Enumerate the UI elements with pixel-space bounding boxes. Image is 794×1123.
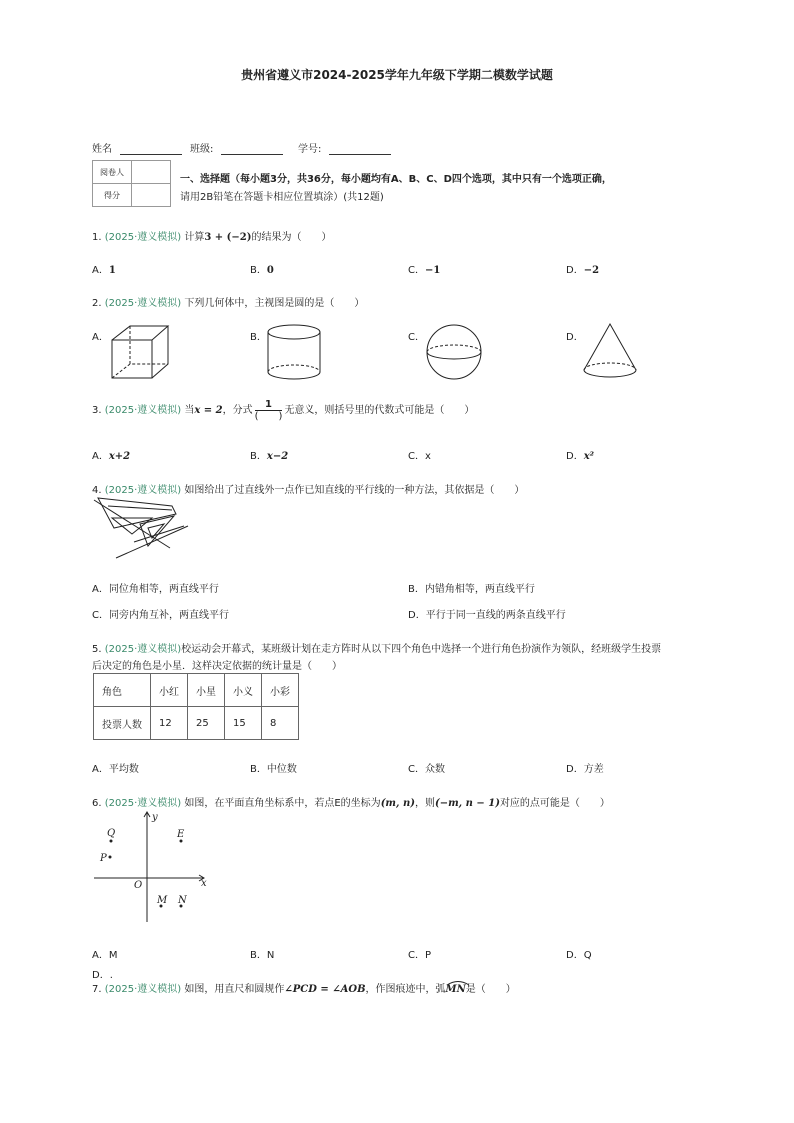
question-7 [92, 980, 516, 995]
q7-math: ∠PCD = ∠AOB [284, 984, 366, 995]
table-row-label: 投票人数 [94, 707, 151, 740]
q1-num: 1. [92, 232, 102, 243]
q7-arc [446, 984, 466, 995]
q1-option-a[interactable]: A．1 [92, 265, 116, 276]
q4-option-c[interactable]: C．同旁内角互补，两直线平行 [92, 610, 229, 621]
table-header: 小星 [188, 674, 225, 707]
q6-option-c[interactable]: C．P [408, 950, 432, 961]
q6-option-a[interactable]: A．M [92, 950, 118, 961]
table-header: 小义 [225, 674, 262, 707]
q3-option-a[interactable]: A．x+2 [92, 451, 131, 462]
q5-text-line1: 校运动会开幕式，某班级计划在走方阵时从以下四个角色中选择一个进行角色扮演作为领队，经班级学生投票 [181, 644, 662, 655]
q1-text-pre: 计算 [184, 232, 205, 243]
class-field [190, 140, 283, 155]
question-2 [92, 294, 364, 309]
q6-math1: (m, n) [380, 798, 415, 809]
q6-text-mid: ，则 [414, 798, 435, 809]
q3-text-mid: ，分式 [222, 405, 253, 416]
e-label: E [177, 829, 185, 840]
table-cell: 8 [262, 707, 299, 740]
q5-option-b[interactable]: B．中位数 [250, 764, 297, 775]
q3-math: x = 2 [194, 405, 223, 416]
question-6 [92, 794, 610, 809]
q2-source: (2025·遵义模拟) [104, 298, 182, 309]
q3-option-d[interactable]: D．x² [566, 451, 595, 462]
table-row [94, 707, 299, 740]
q5-option-c[interactable]: C．众数 [408, 764, 445, 775]
cylinder-figure [267, 324, 323, 382]
q7-text-pre: 如图，用直尺和圆规作 [184, 984, 285, 995]
q2-option-d[interactable]: D． [566, 332, 584, 343]
question-1 [92, 228, 331, 243]
cone-figure [582, 322, 638, 382]
q4-num: 4. [92, 485, 102, 496]
table-row [94, 674, 299, 707]
score-label: 得分 [93, 184, 132, 207]
q1-math: 3 + (−2) [204, 232, 252, 243]
q1-option-b[interactable]: B．0 [250, 265, 274, 276]
table-header: 小彩 [262, 674, 299, 707]
q3-option-c[interactable]: C．x [408, 451, 431, 462]
table-cell: 25 [188, 707, 225, 740]
class-label: 班级: [190, 144, 214, 155]
q3-fraction [255, 399, 283, 422]
q6-option-b[interactable]: B．N [250, 950, 275, 961]
q7-source: (2025·遵义模拟) [104, 984, 182, 995]
q1-option-d[interactable]: D．−2 [566, 265, 600, 276]
q3-frac-num: 1 [255, 399, 283, 411]
name-label: 姓名 [92, 144, 112, 155]
y-label: y [152, 812, 158, 823]
q3-source: (2025·遵义模拟) [104, 405, 182, 416]
vote-table [93, 673, 299, 740]
q1-option-c[interactable]: C．−1 [408, 265, 441, 276]
page-title: 贵州省遵义市2024-2025学年九年级下学期二模数学试题 [241, 68, 553, 82]
q7-text-mid: ，作图痕迹中，弧 [365, 984, 446, 995]
class-blank[interactable] [221, 144, 283, 155]
m-label: M [157, 895, 168, 906]
score-cell [132, 184, 171, 207]
q3-text-post: 无意义，则括号里的代数式可能是（ ） [284, 405, 475, 416]
q2-option-a[interactable]: A． [92, 332, 109, 343]
table-cell: 15 [225, 707, 262, 740]
arc-icon [446, 980, 470, 986]
q4-source: (2025·遵义模拟) [104, 485, 182, 496]
q-label: Q [107, 828, 116, 839]
coordinate-plane-figure [92, 810, 212, 926]
q5-num: 5. [92, 644, 102, 655]
grader-label: 阅卷人 [93, 161, 132, 184]
n-label: N [178, 895, 187, 906]
q2-option-c[interactable]: C． [408, 332, 425, 343]
q6-extra: D．. [92, 970, 113, 981]
point-p [109, 856, 112, 859]
question-4 [92, 481, 524, 496]
name-blank[interactable] [120, 144, 182, 155]
q5-text-line2: 后决定的角色是小星．这样决定依据的统计量是（ ） [92, 661, 342, 672]
table-header: 小红 [151, 674, 188, 707]
q4-option-a[interactable]: A．同位角相等，两直线平行 [92, 584, 219, 595]
q7-text-post: 是（ ） [465, 984, 516, 995]
question-3 [92, 398, 474, 424]
grader-cell [132, 161, 171, 184]
q2-option-b[interactable]: B． [250, 332, 267, 343]
id-field [298, 140, 391, 155]
q6-num: 6. [92, 798, 102, 809]
q4-option-d[interactable]: D．平行于同一直线的两条直线平行 [408, 610, 566, 621]
table-cell: 12 [151, 707, 188, 740]
q6-source: (2025·遵义模拟) [104, 798, 182, 809]
q3-option-b[interactable]: B．x−2 [250, 451, 289, 462]
sphere-figure [425, 323, 483, 381]
section-line2: 请用2B铅笔在答题卡相应位置填涂）(共12题) [180, 192, 384, 203]
q1-text-post: 的结果为（ ） [251, 232, 332, 243]
point-q [110, 840, 113, 843]
x-label: x [201, 878, 207, 889]
q6-text-post: 对应的点可能是（ ） [499, 798, 610, 809]
table-header: 角色 [94, 674, 151, 707]
set-square-figure [92, 496, 192, 562]
q2-text: 下列几何体中，主视图是圆的是（ ） [184, 298, 365, 309]
q6-option-d[interactable]: D．Q [566, 950, 592, 961]
q3-num: 3. [92, 405, 102, 416]
q6-math2: (−m, n − 1) [434, 798, 500, 809]
q7-num: 7. [92, 984, 102, 995]
question-5 [92, 640, 661, 655]
q3-text-pre: 当 [184, 405, 195, 416]
score-box [92, 160, 171, 207]
q7-arc-label: MN [445, 984, 466, 995]
q3-frac-den: ( ) [254, 410, 283, 422]
id-blank[interactable] [329, 144, 391, 155]
q5-option-d[interactable]: D．方差 [566, 764, 604, 775]
section-line1: 一、选择题（每小题3分，共36分，每小题均有A、B、C、D四个选项，其中只有一个选项正确， [180, 174, 612, 185]
q5-option-a[interactable]: A．平均数 [92, 764, 139, 775]
q5-source: (2025·遵义模拟) [104, 644, 182, 655]
p-label: P [100, 853, 107, 864]
q1-source: (2025·遵义模拟) [104, 232, 182, 243]
q6-text-pre: 如图，在平面直角坐标系中，若点E的坐标为 [184, 798, 381, 809]
origin-label: O [134, 880, 143, 891]
id-label: 学号: [298, 144, 322, 155]
q4-option-b[interactable]: B．内错角相等，两直线平行 [408, 584, 535, 595]
name-field [92, 140, 182, 155]
q2-num: 2. [92, 298, 102, 309]
q4-text: 如图给出了过直线外一点作已知直线的平行线的一种方法，其依据是（ ） [184, 485, 525, 496]
cube-figure [110, 324, 170, 380]
